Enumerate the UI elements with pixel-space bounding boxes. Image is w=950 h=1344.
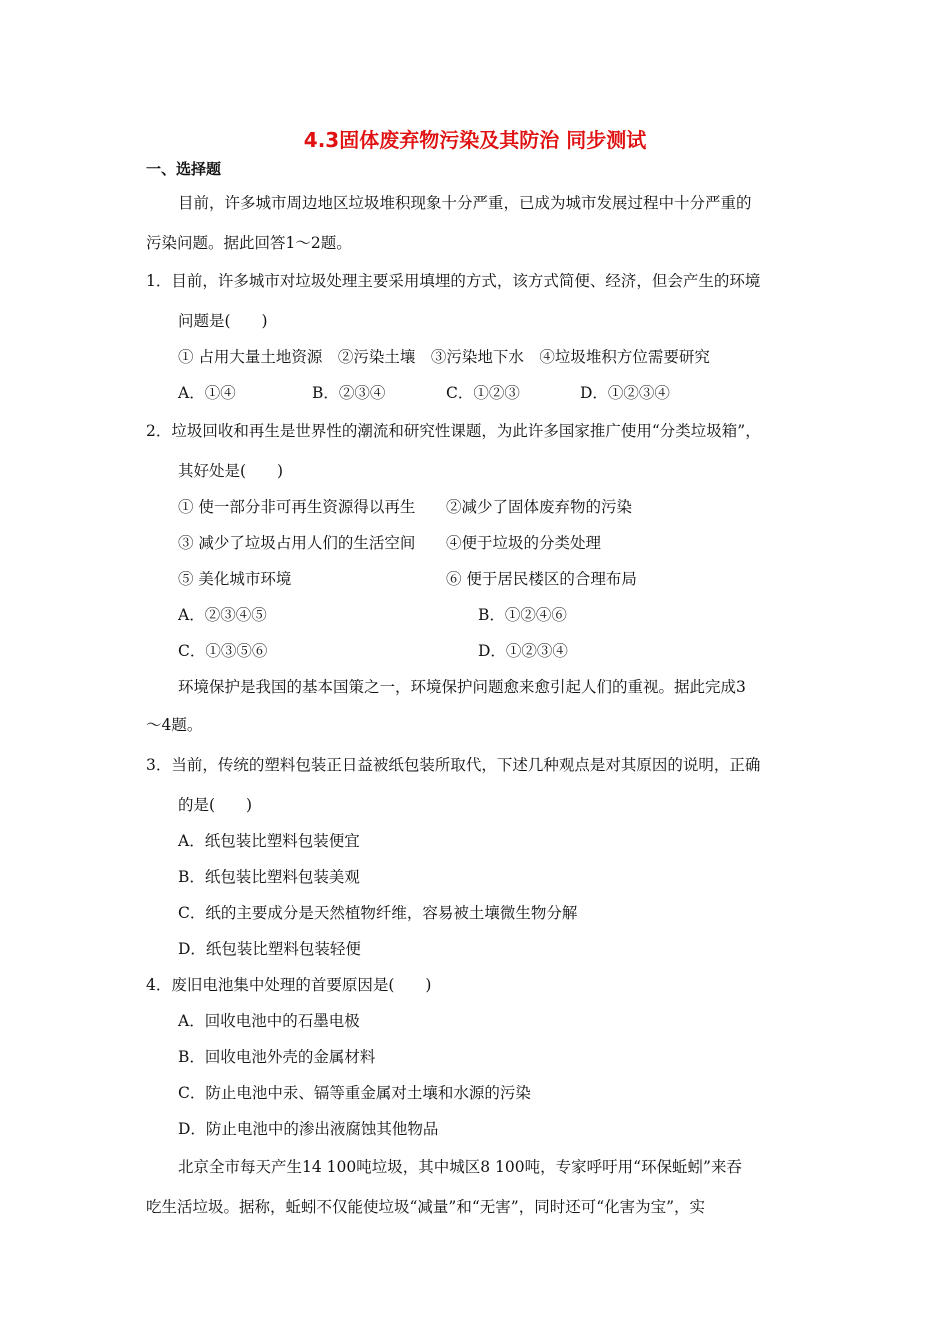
intro-paragraph-3-line-2: 吃生活垃圾。据称，蚯蚓不仅能使垃圾“减量”和“无害”，同时还可“化害为宝”，实 (146, 1198, 706, 1216)
question-4-stem: 4．废旧电池集中处理的首要原因是( ) (146, 976, 432, 994)
question-2-item-1: ① 使一部分非可再生资源得以再生 (178, 498, 416, 516)
question-4-option-a: A．回收电池中的石墨电极 (178, 1012, 360, 1030)
question-4-option-b: B．回收电池外壳的金属材料 (178, 1048, 376, 1066)
question-4-option-c: C．防止电池中汞、镉等重金属对土壤和水源的污染 (178, 1084, 531, 1102)
question-2-option-a: A．②③④⑤ (178, 606, 267, 624)
question-4-option-d: D．防止电池中的渗出液腐蚀其他物品 (178, 1120, 439, 1138)
intro-paragraph-2-line-2: ～4题。 (146, 716, 203, 734)
question-2-item-6: ⑥ 便于居民楼区的合理布局 (446, 570, 637, 588)
question-2-item-4: ④便于垃圾的分类处理 (446, 534, 602, 552)
page-title: 4.3固体废弃物污染及其防治 同步测试 (303, 128, 647, 152)
question-3-option-c: C．纸的主要成分是天然植物纤维，容易被土壤微生物分解 (178, 904, 578, 922)
question-1-option-b: B．②③④ (312, 384, 386, 402)
question-1-stem: 1．目前，许多城市对垃圾处理主要采用填埋的方式，该方式简便、经济，但会产生的环境 (146, 272, 761, 290)
question-2-option-d: D．①②③④ (478, 642, 568, 660)
question-1-option-c: C．①②③ (446, 384, 520, 402)
question-2-item-5: ⑤ 美化城市环境 (178, 570, 292, 588)
intro-paragraph-1-line-1: 目前，许多城市周边地区垃圾堆积现象十分严重，已成为城市发展过程中十分严重的 (178, 194, 752, 212)
question-2-option-b: B．①②④⑥ (478, 606, 567, 624)
question-3-stem-cont: 的是( ) (178, 796, 253, 814)
question-1-stem-cont: 问题是( ) (178, 312, 268, 330)
question-2-stem-cont: 其好处是( ) (178, 462, 284, 480)
question-3-stem: 3．当前，传统的塑料包装正日益被纸包装所取代，下述几种观点是对其原因的说明，正确 (146, 756, 761, 774)
intro-paragraph-3-line-1: 北京全市每天产生14 100吨垃圾，其中城区8 100吨，专家呼吁用“环保蚯蚓”来吞 (178, 1158, 742, 1176)
question-3-option-b: B．纸包装比塑料包装美观 (178, 868, 360, 886)
question-2-option-c: C．①③⑤⑥ (178, 642, 268, 660)
intro-paragraph-2-line-1: 环境保护是我国的基本国策之一，环境保护问题愈来愈引起人们的重视。据此完成3 (178, 678, 746, 696)
question-1-items: ① 占用大量土地资源 ②污染土壤 ③污染地下水 ④垃圾堆积方位需要研究 (178, 348, 710, 366)
question-1-option-a: A．①④ (178, 384, 236, 402)
question-2-item-2: ②减少了固体废弃物的污染 (446, 498, 633, 516)
question-1-option-d: D．①②③④ (580, 384, 670, 402)
question-2-stem: 2．垃圾回收和再生是世界性的潮流和研究性课题，为此许多国家推广使用“分类垃圾箱”， (146, 422, 761, 440)
question-3-option-d: D．纸包装比塑料包装轻便 (178, 940, 361, 958)
intro-paragraph-1-line-2: 污染问题。据此回答1～2题。 (146, 234, 352, 252)
question-2-item-3: ③ 减少了垃圾占用人们的生活空间 (178, 534, 416, 552)
section-heading: 一、选择题 (146, 160, 222, 178)
question-3-option-a: A．纸包装比塑料包装便宜 (178, 832, 360, 850)
